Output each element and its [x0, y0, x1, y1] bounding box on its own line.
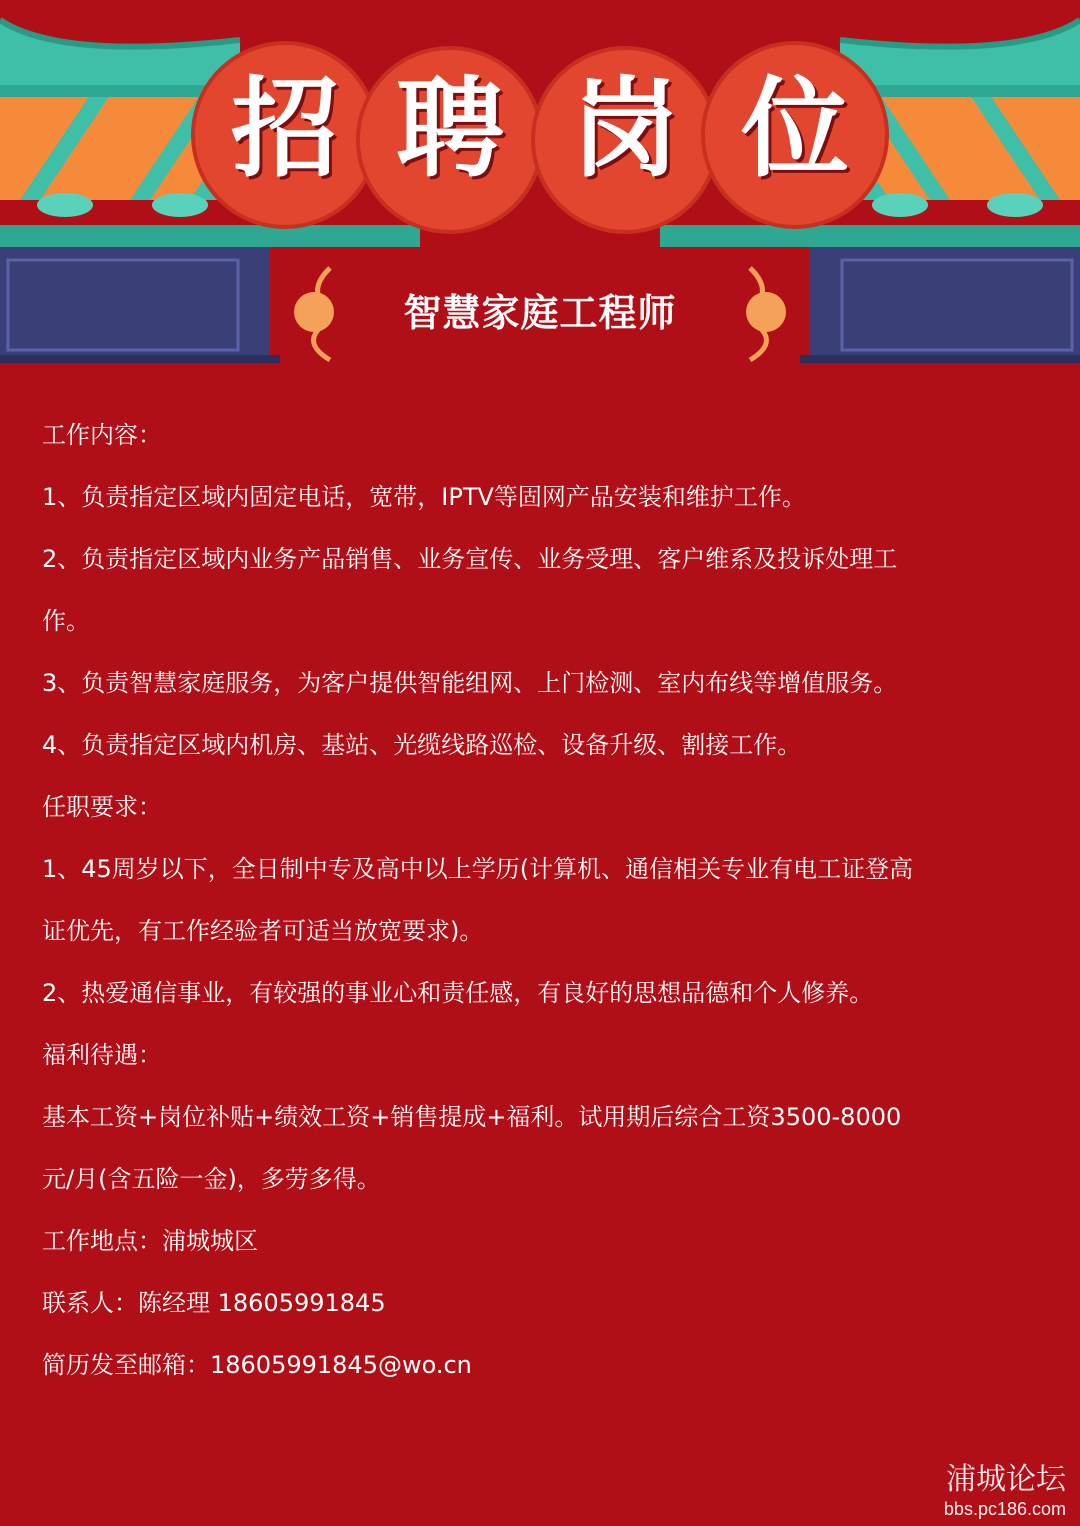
benefit-item: 元/月(含五险一金)，多劳多得。 — [42, 1165, 381, 1193]
contact-person: 联系人：陈经理 18605991845 — [42, 1289, 386, 1317]
requirements-heading: 任职要求： — [42, 793, 162, 821]
benefits-heading: 福利待遇： — [42, 1041, 162, 1069]
watermark-url: bbs.pc186.com — [943, 1499, 1066, 1519]
job-item: 4、负责指定区域内机房、基站、光缆线路巡检、设备升级、割接工作。 — [42, 731, 802, 759]
job-item: 1、负责指定区域内固定电话，宽带，IPTV等固网产品安装和维护工作。 — [42, 483, 806, 511]
requirement-item: 1、45周岁以下，全日制中专及高中以上学历(计算机、通信相关专业有电工证登高 — [42, 855, 914, 883]
title-char-4: 位 — [740, 67, 849, 192]
job-title-subtitle: 智慧家庭工程师 — [403, 291, 677, 335]
forum-watermark — [944, 1462, 1066, 1520]
title-char-3: 岗 — [570, 67, 679, 192]
title-char-1: 招 — [230, 67, 339, 192]
subtitle-ornament-right — [746, 268, 786, 360]
job-item: 2、负责指定区域内业务产品销售、业务宣传、业务受理、客户维系及投诉处理工 — [42, 545, 898, 573]
job-content-heading: 工作内容： — [42, 421, 162, 449]
requirement-item: 2、热爱通信事业，有较强的事业心和责任感，有良好的思想品德和个人修养。 — [42, 979, 874, 1007]
work-location: 工作地点：浦城城区 — [42, 1227, 258, 1255]
subtitle-ornament-left — [294, 268, 334, 360]
benefit-item: 基本工资+岗位补贴+绩效工资+销售提成+福利。试用期后综合工资3500-8000 — [42, 1103, 902, 1131]
resume-email: 简历发至邮箱：18605991845@wo.cn — [42, 1351, 472, 1379]
title-char-2: 聘 — [395, 67, 504, 192]
job-description — [42, 414, 1038, 1406]
job-item: 作。 — [42, 607, 90, 635]
requirement-item: 证优先，有工作经验者可适当放宽要求)。 — [42, 917, 484, 945]
job-item: 3、负责智慧家庭服务，为客户提供智能组网、上门检测、室内布线等增值服务。 — [42, 669, 898, 697]
watermark-title: 浦城论坛 — [946, 1462, 1066, 1497]
